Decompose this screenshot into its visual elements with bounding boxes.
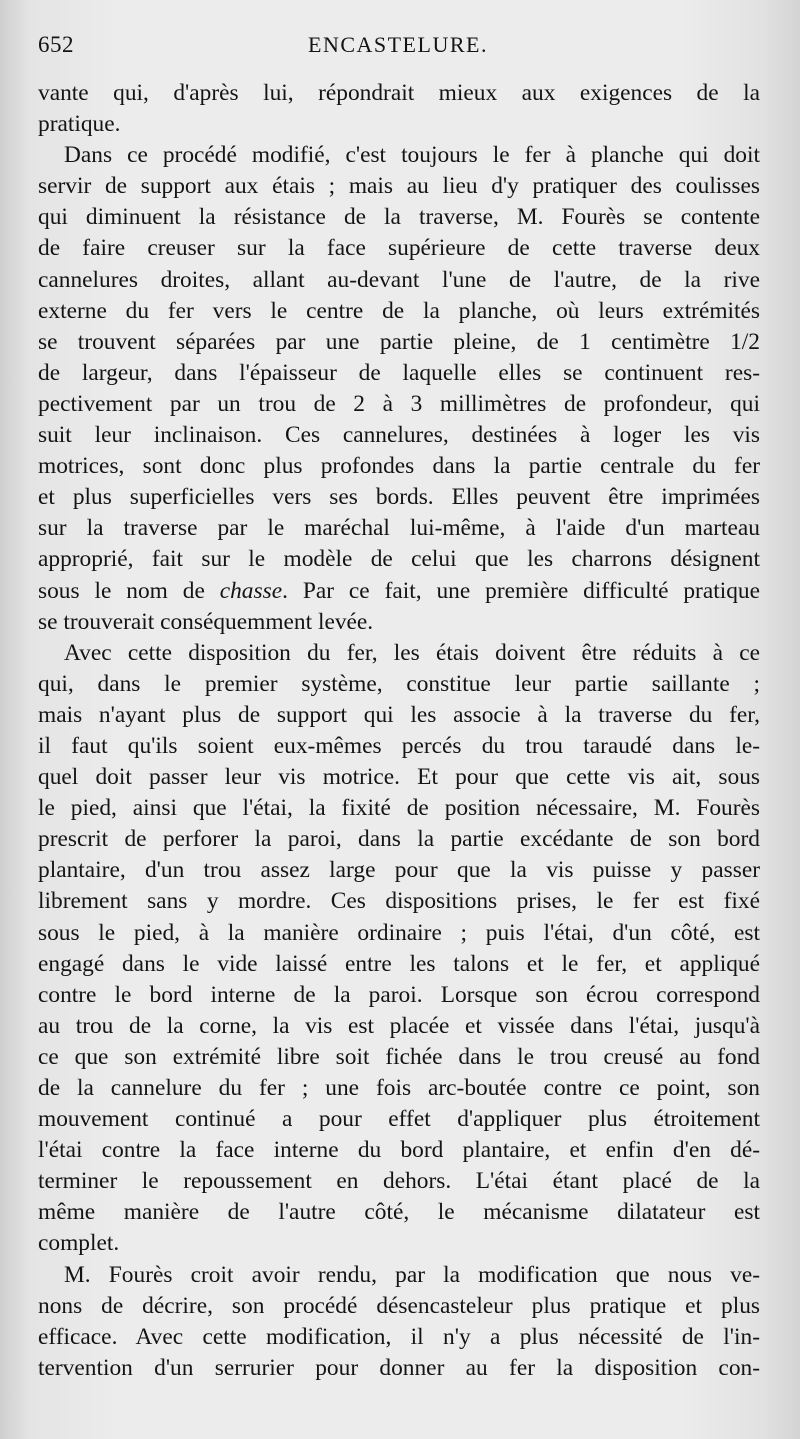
text-line: se trouvent séparées par une partie pleine, de 1 centimètre 1/2 (38, 328, 760, 355)
text-line: plantaire, d'un trou assez large pour que la vis puisse y passer (38, 857, 760, 884)
text-line: ce que son extrémité libre soit fichée dans le trou creusé au fond (38, 1043, 760, 1070)
text-line: efficace. Avec cette modification, il n'y a plus nécessité de l'in- (38, 1323, 760, 1350)
text-line: engagé dans le vide laissé entre les talons et le fer, et appliqué (38, 950, 760, 977)
text-line: Avec cette disposition du fer, les étais doivent être réduits à ce (64, 639, 760, 666)
text-line: qui, dans le premier système, constitue leur partie saillante ; (38, 670, 760, 697)
text-line: pratique. (38, 111, 121, 138)
text-line: sous le nom de chasse. Par ce fait, une première difficulté pratique (38, 577, 760, 604)
text-line: sous le pied, à la manière ordinaire ; puis l'étai, d'un côté, est (38, 919, 760, 946)
text-line: qui diminuent la résistance de la traverse, M. Fourès se contente (38, 204, 760, 231)
text-line: prescrit de perforer la paroi, dans la partie excédante de son bord (38, 826, 760, 853)
page-header (38, 32, 760, 62)
text-line: Dans ce procédé modifié, c'est toujours le fer à planche qui doit (64, 142, 760, 169)
paragraph-1 (38, 78, 760, 140)
text-line: pectivement par un trou de 2 à 3 millimètres de profondeur, qui (38, 390, 760, 417)
text-line: complet. (38, 1230, 120, 1257)
text-line: contre le bord interne de la paroi. Lorsque son écrou correspond (38, 981, 760, 1008)
running-head: ENCASTELURE. (308, 32, 488, 57)
text-line: nons de décrire, son procédé désencasteleur plus pratique et plus (38, 1292, 760, 1319)
text-line: quel doit passer leur vis motrice. Et pour que cette vis ait, sous (38, 764, 760, 791)
paragraph-2 (38, 140, 760, 638)
text-line: tervention d'un serrurier pour donner au fer la disposition con- (38, 1354, 760, 1381)
text-line: au trou de la corne, la vis est placée et vissée dans l'étai, jusqu'à (38, 1012, 760, 1039)
text-line: vante qui, d'après lui, répondrait mieux aux exigences de la (38, 80, 760, 106)
paragraph-4 (38, 1260, 760, 1384)
text-line: librement sans y mordre. Ces dispositions prises, le fer est fixé (38, 888, 760, 915)
body-text (38, 78, 760, 1384)
text-line: de la cannelure du fer ; une fois arc-boutée contre ce point, son (38, 1075, 760, 1101)
text-line: de largeur, dans l'épaisseur de laquelle elles se continuent res- (38, 359, 760, 386)
text-line: l'étai contre la face interne du bord plantaire, et enfin d'en dé- (38, 1137, 760, 1164)
text-line: de faire creuser sur la face supérieure de cette traverse deux (38, 235, 760, 262)
text-line: cannelures droites, allant au-devant l'une de l'autre, de la rive (38, 266, 760, 293)
text-line: mouvement continué a pour effet d'appliquer plus étroitement (38, 1106, 760, 1133)
text-line: approprié, fait sur le modèle de celui que les charrons désignent (38, 546, 760, 573)
text-line: externe du fer vers le centre de la planche, où leurs extrémités (38, 297, 760, 324)
text-line: mais n'ayant plus de support qui les associe à la traverse du fer, (38, 701, 760, 728)
text-line: motrices, sont donc plus profondes dans la partie centrale du fer (38, 453, 760, 480)
text-line: M. Fourès croit avoir rendu, par la modification que nous ve- (64, 1261, 760, 1288)
text-line: sur la traverse par le maréchal lui-même, à l'aide d'un marteau (38, 515, 760, 542)
text-line: se trouverait conséquemment levée. (38, 608, 374, 635)
text-line: et plus superficielles vers ses bords. Elles peuvent être imprimées (38, 484, 760, 511)
text-line: terminer le repoussement en dehors. L'étai étant placé de la (38, 1168, 760, 1195)
paragraph-3 (38, 638, 760, 1260)
text-line: le pied, ainsi que l'étai, la fixité de position nécessaire, M. Fourès (38, 795, 760, 822)
text-line: il faut qu'ils soient eux-mêmes percés du trou taraudé dans le- (38, 732, 760, 759)
text-line: même manière de l'autre côté, le mécanisme dilatateur est (38, 1199, 760, 1226)
text-line: suit leur inclinaison. Ces cannelures, destinées à loger les vis (38, 422, 760, 449)
page-number: 652 (38, 32, 74, 57)
text-line: servir de support aux étais ; mais au lieu d'y pratiquer des coulisses (38, 173, 760, 200)
